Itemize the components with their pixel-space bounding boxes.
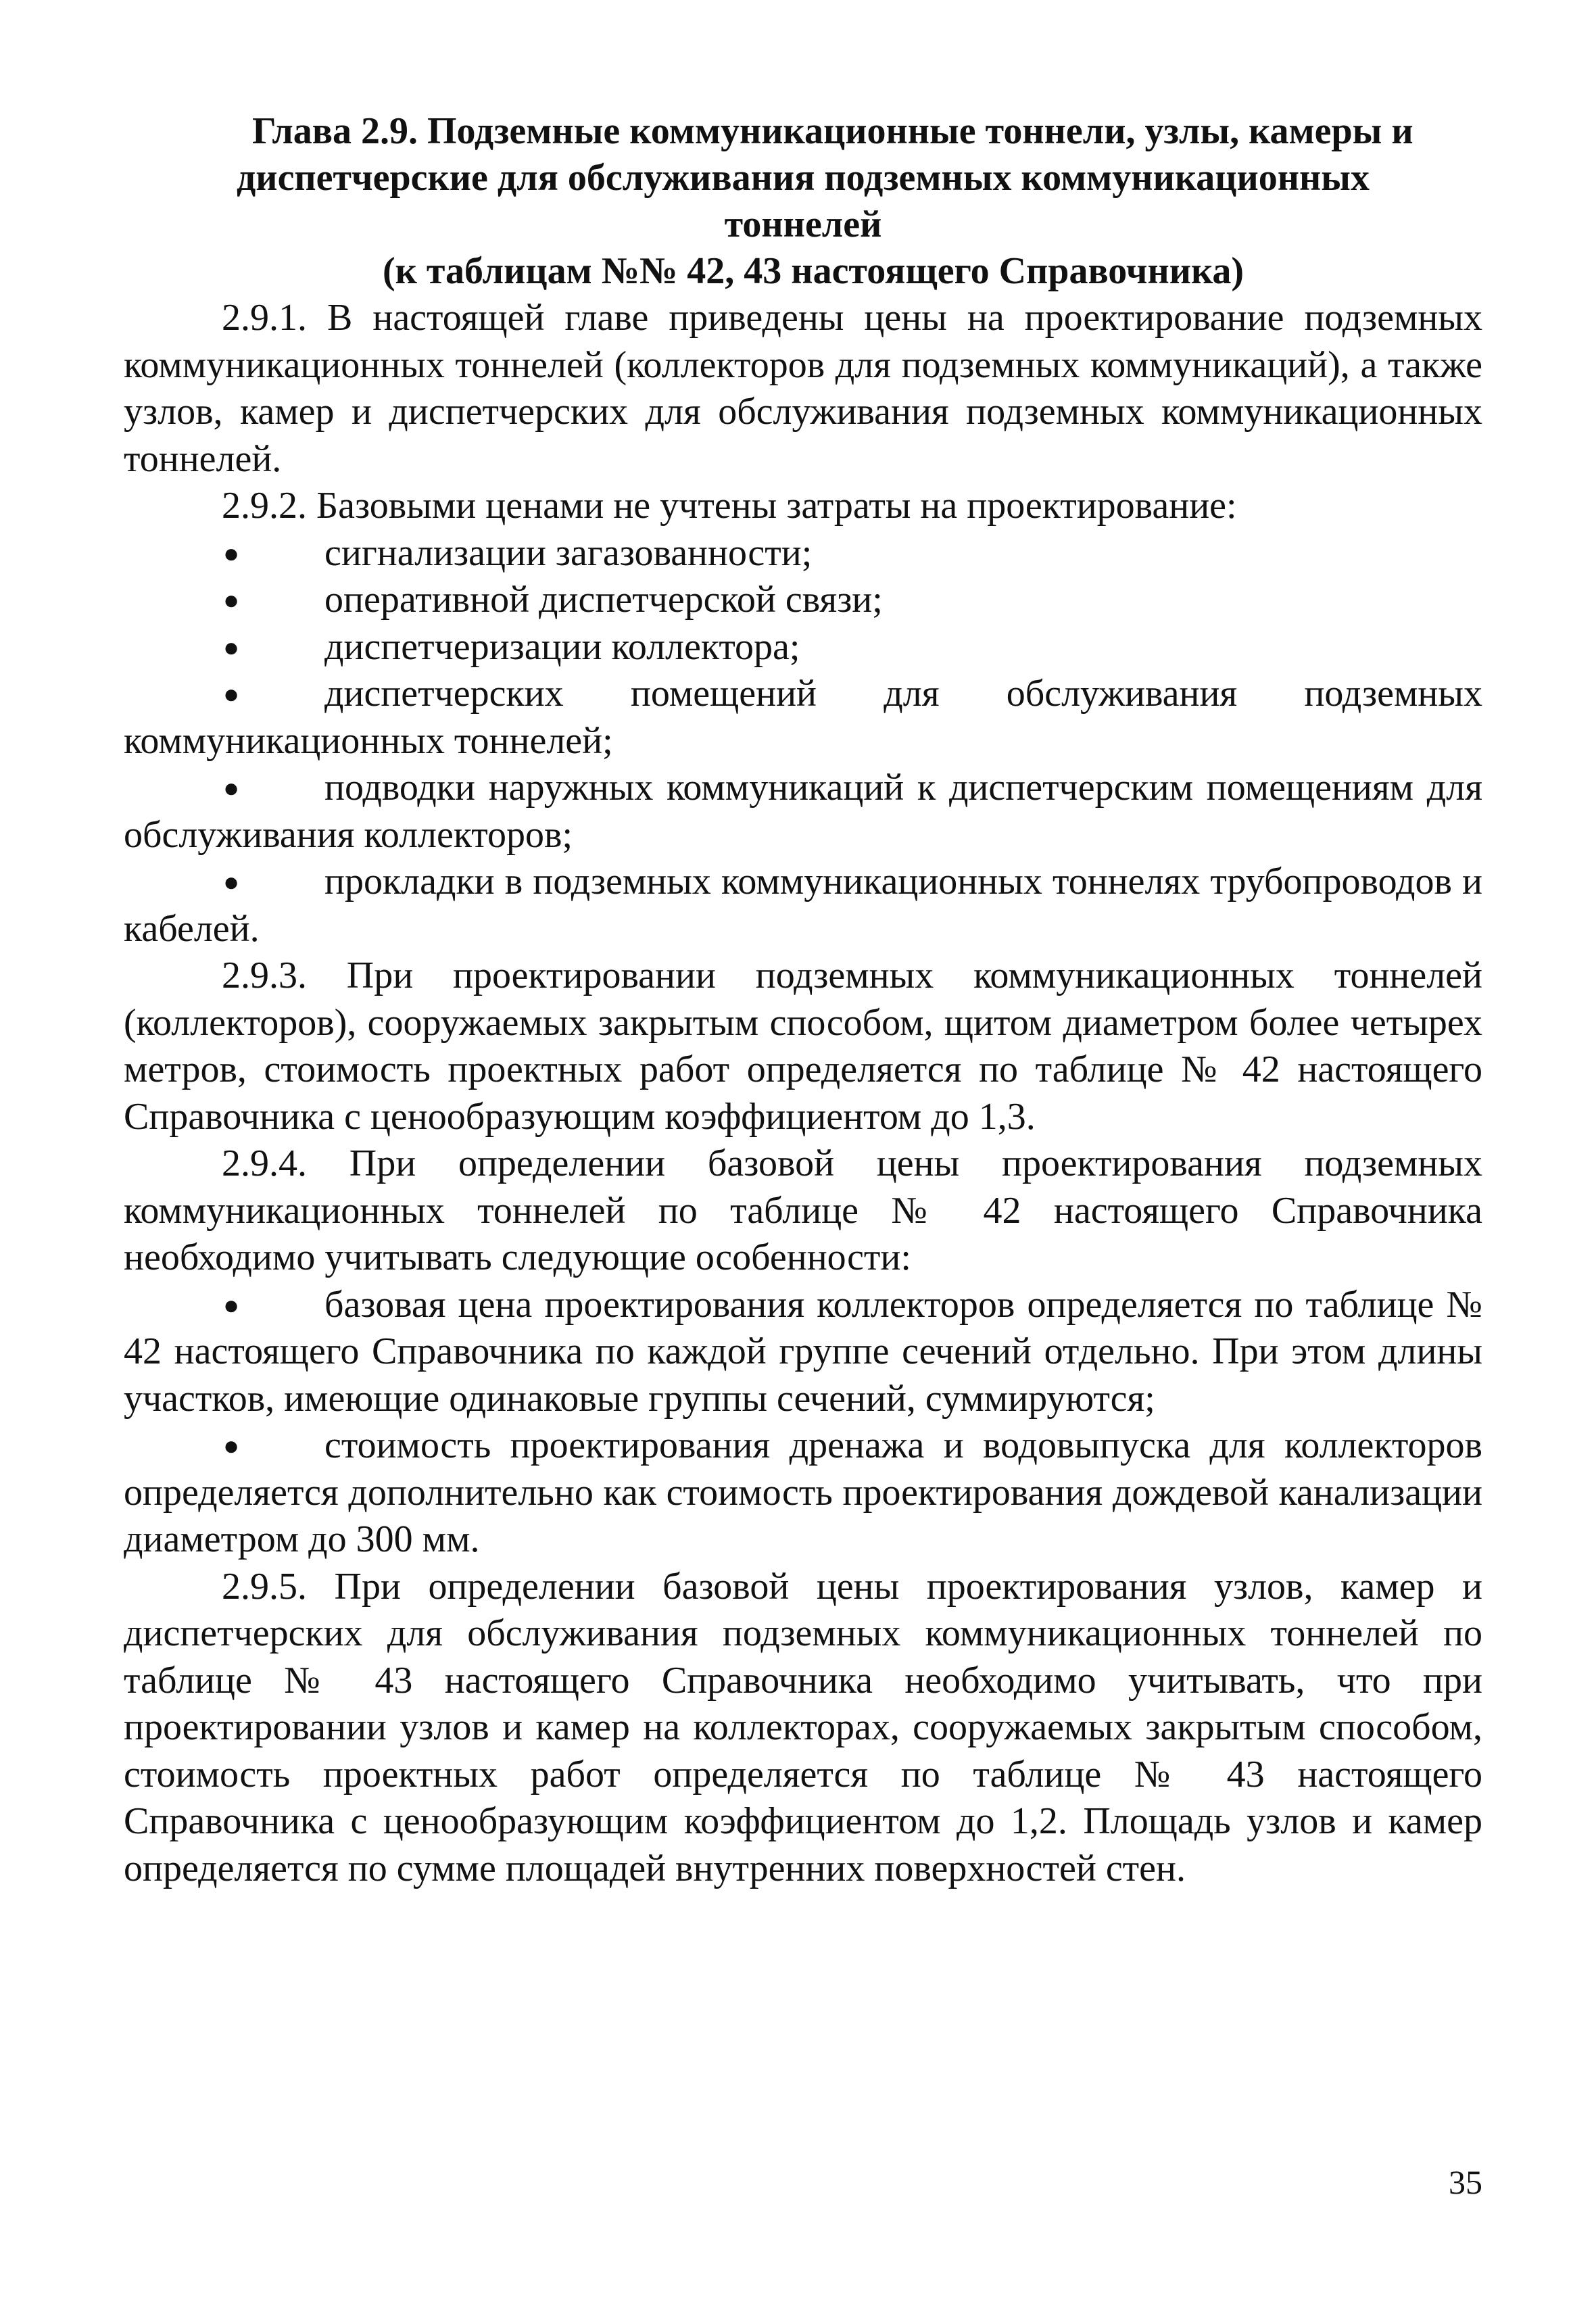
list-item-text: диспетчерских помещений для обслуживания подземных коммуникационных тоннелей;	[124, 673, 1482, 762]
bullet-icon: ●	[223, 1430, 240, 1461]
list-item	[124, 1422, 1482, 1564]
heading-line-4: (к таблицам №№ 42, 43 настоящего Справочника)	[382, 250, 1244, 292]
list-item	[124, 859, 1482, 952]
list-item-text: стоимость проектирования дренажа и водовыпуска для коллекторов определяется дополнительно как стоимость проектирования дождевой канализации диаметром до 300 мм.	[124, 1424, 1482, 1560]
paragraph-2-9-5: 2.9.5. При определении базовой цены проектирования узлов, камер и диспетчерских для обслуживания подземных коммуникационных тоннелей по таблице № 43 настоящего Справочника необходимо учитывать, что при проектировании узлов и камер на коллекторах, сооружаемых закрытым способом, стоимость проектных работ определяется по таблице № 43 настоящего Справочника с ценообразующим коэффициентом до 1,2. Площадь узлов и камер определяется по сумме площадей внутренних поверхностей стен.	[124, 1565, 1482, 1889]
list-item-text: базовая цена проектирования коллекторов определяется по таблице № 42 настоящего Справочника по каждой группе сечений отдельно. При этом длины участков, имеющие одинаковые группы сечений, суммируются;	[124, 1283, 1482, 1420]
bullet-icon: ●	[223, 585, 240, 615]
list-item	[124, 1282, 1482, 1423]
document-page	[124, 108, 1482, 1892]
heading-line-1: Глава 2.9. Подземные коммуникационные тоннели, узлы, камеры и	[252, 110, 1413, 152]
list-item-text: подводки наружных коммуникаций к диспетчерским помещениям для обслуживания коллекторов;	[124, 767, 1482, 856]
page-number: 35	[1449, 2163, 1482, 2201]
list-item-text: оперативной диспетчерской связи;	[324, 579, 883, 621]
bullet-icon: ●	[223, 773, 240, 803]
heading-line-3: тоннелей	[724, 203, 882, 245]
paragraph-2-9-4: 2.9.4. При определении базовой цены проектирования подземных коммуникационных тоннелей по таблице № 42 настоящего Справочника необходимо учитывать следующие особенности:	[124, 1142, 1482, 1278]
list-item	[124, 530, 1482, 577]
paragraph-2-9-2: 2.9.2. Базовыми ценами не учтены затраты на проектирование:	[222, 485, 1237, 527]
paragraph-2-9-1: 2.9.1. В настоящей главе приведены цены на проектирование подземных коммуникационных тоннелей (коллекторов для подземных коммуникаций), а также узлов, камер и диспетчерских для обслуживания подземных коммуникационных тоннелей.	[124, 297, 1482, 480]
list-item-text: сигнализации загазованности;	[324, 531, 813, 574]
bullet-icon: ●	[223, 537, 240, 569]
bullet-icon: ●	[223, 867, 240, 897]
list-item	[124, 577, 1482, 624]
chapter-heading	[124, 108, 1482, 295]
bullet-icon: ●	[223, 679, 240, 709]
heading-line-2: диспетчерские для обслуживания подземных коммуникационных	[236, 157, 1370, 199]
list-item	[124, 671, 1482, 765]
bullet-icon: ●	[223, 631, 240, 662]
list-item	[124, 765, 1482, 859]
list-item-text: диспетчеризации коллектора;	[324, 625, 800, 668]
bullet-icon: ●	[223, 1289, 240, 1320]
paragraph-2-9-3: 2.9.3. При проектировании подземных коммуникационных тоннелей (коллекторов), сооружаемых закрытым способом, щитом диаметром более четырех метров, стоимость проектных работ определяется по таблице № 42 настоящего Справочника с ценообразующим коэффициентом до 1,3.	[124, 955, 1482, 1138]
list-item-text: прокладки в подземных коммуникационных тоннелях трубопроводов и кабелей.	[124, 861, 1482, 950]
list-item	[124, 624, 1482, 671]
